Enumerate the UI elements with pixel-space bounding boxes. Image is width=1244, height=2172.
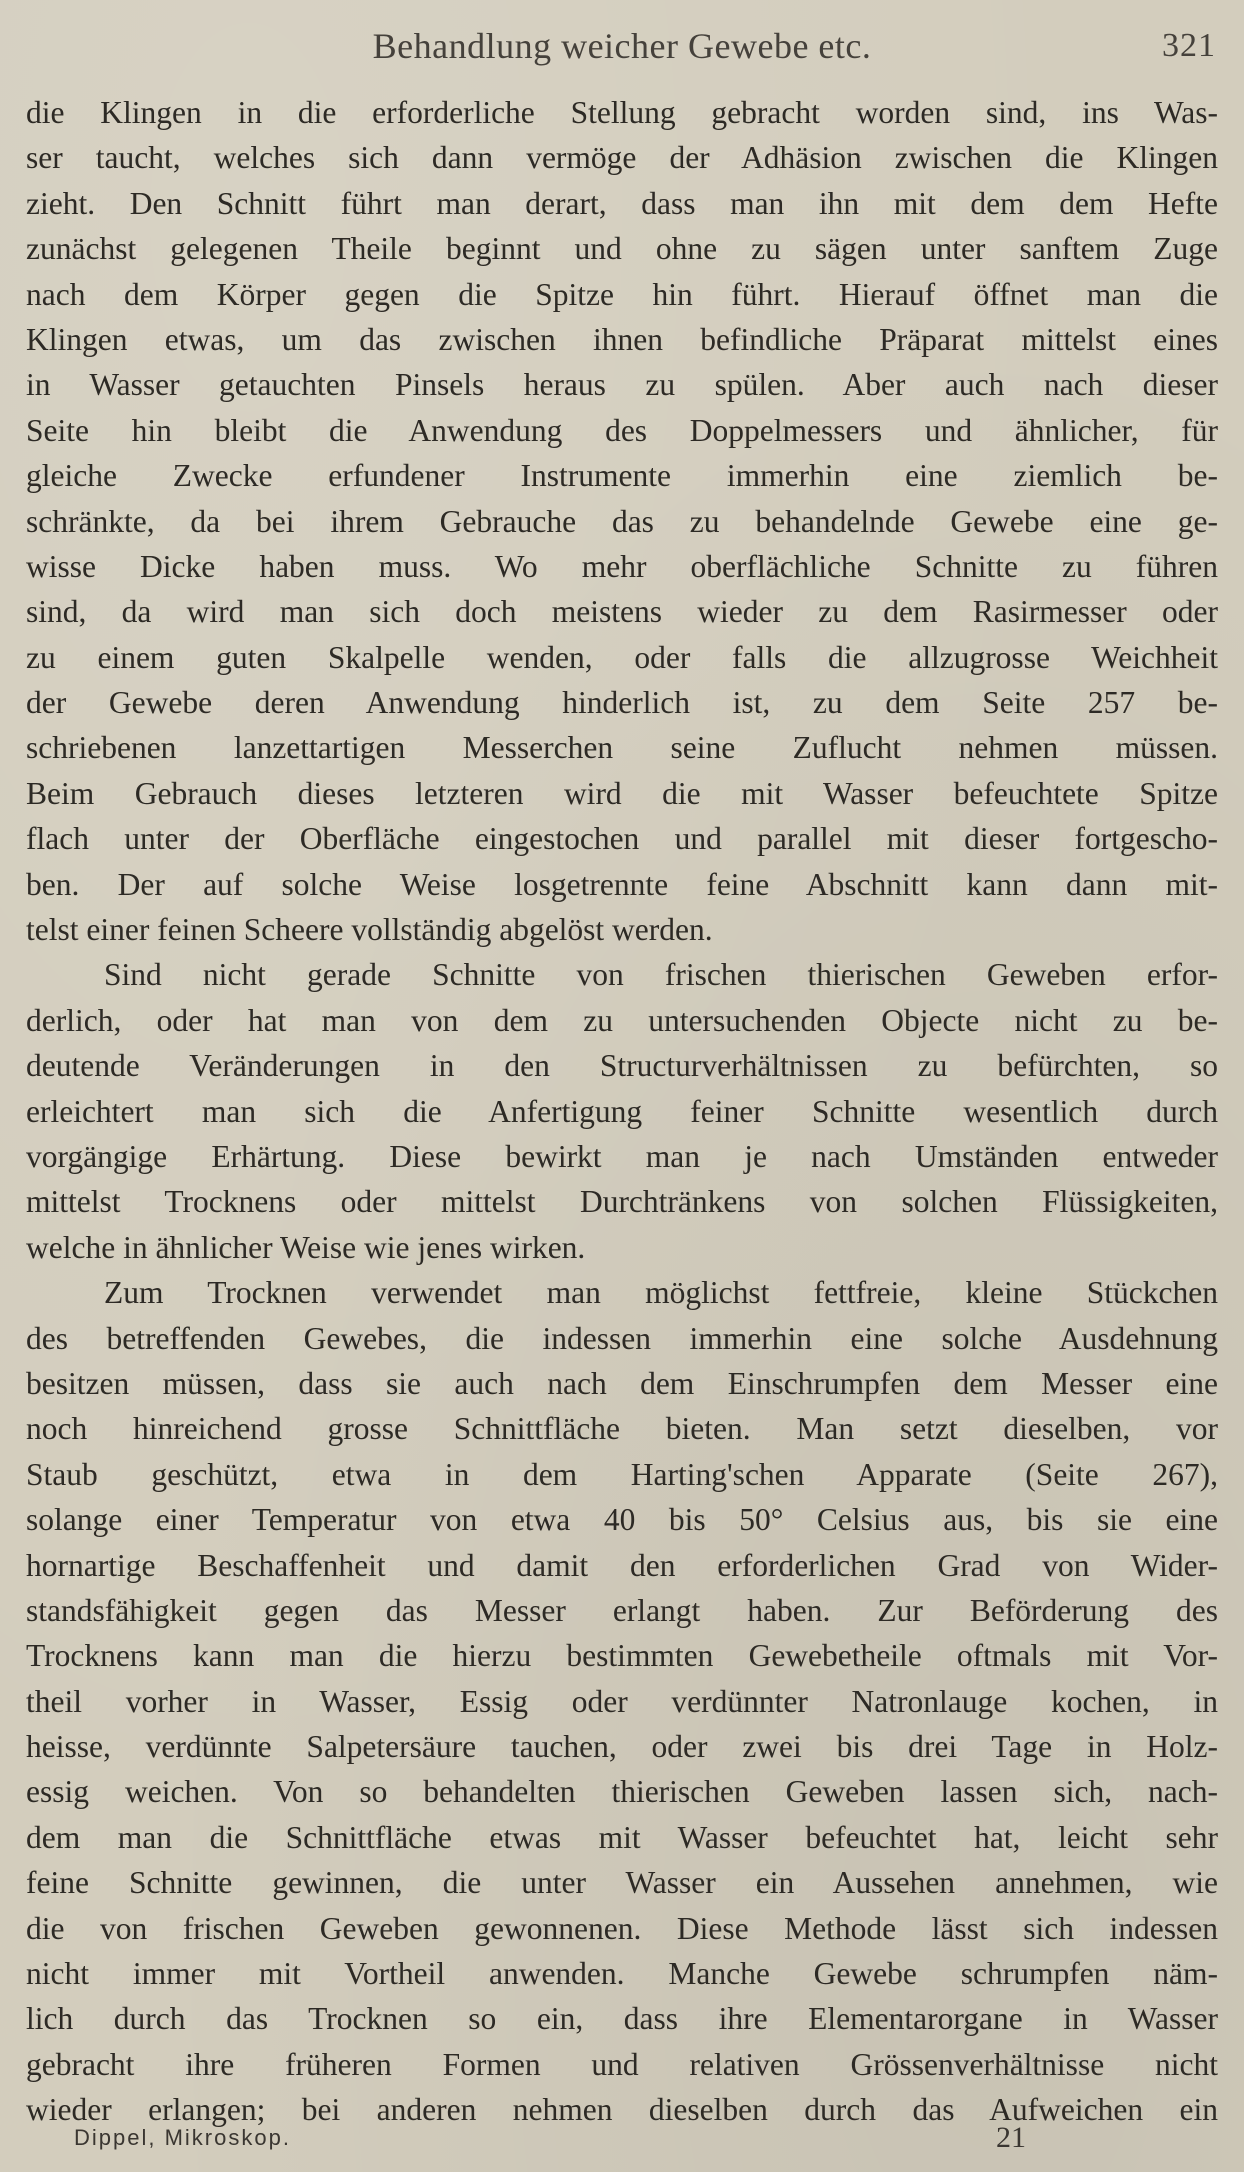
text-line: die Klingen in die erforderliche Stellung gebracht worden sind, ins Was- xyxy=(26,95,1218,130)
text-line: in Wasser getauchten Pinsels heraus zu spülen. Aber auch nach dieser xyxy=(26,367,1218,403)
text-line: ben. Der auf solche Weise losgetrennte feine Abschnitt kann dann mit- xyxy=(26,866,1218,902)
text-line: die von frischen Geweben gewonnenen. Diese Methode lässt sich indessen xyxy=(26,1910,1218,1946)
text-line: standsfähigkeit gegen das Messer erlangt haben. Zur Beförderung des xyxy=(26,1592,1218,1628)
text-line: erleichtert man sich die Anfertigung feiner Schnitte wesentlich durch xyxy=(26,1093,1218,1129)
text-line: lich durch das Trocknen so ein, dass ihre Elementarorgane in Wasser xyxy=(26,2001,1218,2037)
text-line: gleiche Zwecke erfundener Instrumente immerhin eine ziemlich be- xyxy=(26,458,1218,494)
paragraph-end-line: welche in ähnlicher Weise wie jenes wirken. xyxy=(26,1229,586,1265)
paragraph-end-line: telst einer feinen Scheere vollständig abgelöst werden. xyxy=(26,912,713,948)
page-footer xyxy=(0,2118,1244,2158)
text-line: hornartige Beschaffenheit und damit den erforderlichen Grad von Wider- xyxy=(26,1547,1218,1583)
text-line: gebracht ihre früheren Formen und relativen Grössenverhältnisse nicht xyxy=(26,2046,1218,2082)
text-line: zunächst gelegenen Theile beginnt und ohne zu sägen unter sanftem Zuge xyxy=(26,231,1218,267)
text-line: des betreffenden Gewebes, die indessen immerhin eine solche Ausdehnung xyxy=(26,1320,1218,1356)
text-line: wisse Dicke haben muss. Wo mehr oberflächliche Schnitte zu führen xyxy=(26,548,1218,584)
text-line: zieht. Den Schnitt führt man derart, dass man ihn mit dem dem Hefte xyxy=(26,185,1218,221)
text-line: schriebenen lanzettartigen Messerchen seine Zuflucht nehmen müssen. xyxy=(26,730,1218,766)
text-line: essig weichen. Von so behandelten thierischen Geweben lassen sich, nach- xyxy=(26,1774,1218,1810)
text-line: dem man die Schnittfläche etwas mit Wasser befeuchtet hat, leicht sehr xyxy=(26,1819,1218,1855)
text-line: heisse, verdünnte Salpetersäure tauchen, oder zwei bis drei Tage in Holz- xyxy=(26,1729,1218,1765)
text-line: Beim Gebrauch dieses letzteren wird die mit Wasser befeuchtete Spitze xyxy=(26,775,1218,811)
running-head xyxy=(0,22,1244,70)
text-line: flach unter der Oberfläche eingestochen und parallel mit dieser fortgescho- xyxy=(26,821,1218,857)
text-line: feine Schnitte gewinnen, die unter Wasser ein Aussehen annehmen, wie xyxy=(26,1865,1218,1901)
paragraph-first-line: Sind nicht gerade Schnitte von frischen thierischen Geweben erfor- xyxy=(104,957,1218,993)
text-line: sind, da wird man sich doch meistens wieder zu dem Rasirmesser oder xyxy=(26,594,1218,630)
text-line: deutende Veränderungen in den Structurverhältnissen zu befürchten, so xyxy=(26,1048,1218,1084)
text-line: Seite hin bleibt die Anwendung des Doppelmessers und ähnlicher, für xyxy=(26,412,1218,448)
text-line: der Gewebe deren Anwendung hinderlich ist, zu dem Seite 257 be- xyxy=(26,685,1218,721)
text-line: Klingen etwas, um das zwischen ihnen befindliche Präparat mittelst eines xyxy=(26,321,1218,357)
text-line: nach dem Körper gegen die Spitze hin führt. Hierauf öffnet man die xyxy=(26,276,1218,312)
text-line: derlich, oder hat man von dem zu untersuchenden Objecte nicht zu be- xyxy=(26,1002,1218,1038)
text-line: noch hinreichend grosse Schnittfläche bieten. Man setzt dieselben, vor xyxy=(26,1411,1218,1447)
text-line: ser taucht, welches sich dann vermöge der Adhäsion zwischen die Klingen xyxy=(26,140,1218,176)
text-line: Staub geschützt, etwa in dem Harting'schen Apparate (Seite 267), xyxy=(26,1456,1218,1492)
running-title: Behandlung weicher Gewebe etc. xyxy=(372,26,872,66)
text-line: besitzen müssen, dass sie auch nach dem Einschrumpfen dem Messer eine xyxy=(26,1365,1218,1401)
text-line: zu einem guten Skalpelle wenden, oder falls die allzugrosse Weichheit xyxy=(26,639,1218,675)
text-line: nicht immer mit Vortheil anwenden. Manche Gewebe schrumpfen näm- xyxy=(26,1956,1218,1992)
sheet-number: 21 xyxy=(996,2121,1026,2154)
text-line: wieder erlangen; bei anderen nehmen dieselben durch das Aufweichen ein xyxy=(26,2092,1218,2128)
text-line: vorgängige Erhärtung. Diese bewirkt man je nach Umständen entweder xyxy=(26,1138,1218,1174)
text-line: schränkte, da bei ihrem Gebrauche das zu behandelnde Gewebe eine ge- xyxy=(26,503,1218,539)
text-line: solange einer Temperatur von etwa 40 bis 50° Celsius aus, bis sie eine xyxy=(26,1502,1218,1538)
signature-line: Dippel, Mikroskop. xyxy=(74,2125,291,2150)
paragraph-first-line: Zum Trocknen verwendet man möglichst fettfreie, kleine Stückchen xyxy=(104,1275,1218,1311)
text-line: theil vorher in Wasser, Essig oder verdünnter Natronlauge kochen, in xyxy=(26,1683,1218,1719)
body-text xyxy=(26,90,1218,2133)
page-number: 321 xyxy=(1162,27,1216,64)
text-line: mittelst Trocknens oder mittelst Durchtränkens von solchen Flüssigkeiten, xyxy=(26,1184,1218,1220)
text-line: Trocknens kann man die hierzu bestimmten Gewebetheile oftmals mit Vor- xyxy=(26,1638,1218,1674)
